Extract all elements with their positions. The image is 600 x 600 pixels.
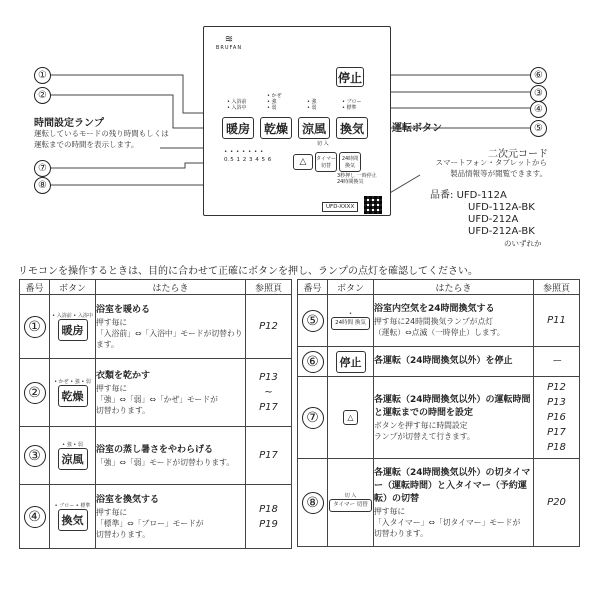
time-lamp-title: 時間設定ランプ xyxy=(34,118,104,129)
table-right: 番号 ボタン はたらき 参照頁 ⑤ • 24時間 換気 浴室内空気を24時間換気する 押す毎に24時間換気ランプが点灯 （運転）⇔点滅（一時停止）します。 P11 ⑥ 停止 各運転（24時間換気以外）を停止 ー ⑦ △ 各運転（24時間換気以外）の運転時間と運転までの時間を設定 ボタンを押す毎に時間設定 ランプが切替えて行きます。 P12 P13 P16 P17 P18 ⑧ 切 入 タイマー 切替 各運転（24時間換気以外）の切タイマー（運転時間）と入タイマー（予約運転）の切替 押す毎に 「入タイマー」⇔「切タイマー」モードが 切替わります。 P20 xyxy=(297,279,580,547)
callout-5: ⑤ xyxy=(530,120,547,137)
danbo-button[interactable]: 暖房 xyxy=(222,117,254,139)
model-list: 品番: UFD-112A UFD-112A-BK UFD-212A UFD-212A-BK のいずれか xyxy=(430,190,542,248)
callout-2: ② xyxy=(34,87,51,104)
qr-title: 二次元コード xyxy=(488,149,548,160)
callout-8: ⑧ xyxy=(34,177,51,194)
model-tag: UFD-XXXX xyxy=(322,202,358,212)
stop-button[interactable]: 停止 xyxy=(336,67,364,87)
kanso-button[interactable]: 乾燥 xyxy=(260,117,292,139)
timer-scale: 0.5 1 2 3 4 5 6 xyxy=(224,157,272,163)
header-function: はたらき xyxy=(96,280,246,295)
ryofu-lamps: • 強 • 弱 xyxy=(307,99,317,111)
header-button: ボタン xyxy=(50,280,96,295)
timer-lamp-dots: • • • • • • • xyxy=(224,149,264,155)
qr-text: スマートフォン・タブレットから 製品情報等が閲覧できます。 xyxy=(435,158,547,178)
callout-7: ⑦ xyxy=(34,160,51,177)
callout-4: ④ xyxy=(530,101,547,118)
qr-code xyxy=(364,196,382,214)
ryofu-button-ref: 涼風 xyxy=(58,448,88,470)
danbo-button-ref: 暖房 xyxy=(58,319,88,341)
table-row: ① • 入浴前 • 入浴中 暖房 浴室を暖める 押す毎に 「入浴前」⇔「入浴中」モードが切替わります。 P12 xyxy=(20,295,292,359)
callout-6: ⑥ xyxy=(530,67,547,84)
remote-control xyxy=(203,26,391,216)
brand-logo: ≋ BRUFAN xyxy=(215,34,243,51)
table-left xyxy=(19,279,292,549)
ryofu-button[interactable]: 涼風 xyxy=(298,117,330,139)
run-button-title: 運転ボタン xyxy=(392,123,442,134)
header-num: 番号 xyxy=(20,280,50,295)
danbo-lamps: • 入浴前 • 入浴中 xyxy=(227,99,247,111)
kanki-lamps: • ブロー • 標準 xyxy=(342,99,362,111)
h24-button-ref: 24時間 換気 xyxy=(331,317,370,330)
kanso-button-ref: 乾燥 xyxy=(58,385,88,407)
up-button-ref: △ xyxy=(343,410,357,425)
up-button[interactable]: △ xyxy=(293,154,313,170)
kanki-button[interactable]: 換気 xyxy=(336,117,368,139)
timer-button-ref: タイマー 切替 xyxy=(329,499,372,512)
timer-button[interactable]: タイマー 切替 xyxy=(315,152,337,172)
h24-button[interactable]: 24時間 換気 xyxy=(339,152,361,172)
table-row: ⑧ 切 入 タイマー 切替 各運転（24時間換気以外）の切タイマー（運転時間）と入タイマー（予約運転）の切替 押す毎に 「入タイマー」⇔「切タイマー」モードが 切替わります。 P20 xyxy=(298,459,580,547)
table-row: ② • かぜ • 強 • 弱 乾燥 衣類を乾かす 押す毎に 「強」⇔「弱」⇔「かぜ」モードが 切替わります。 P13 ~ P17 xyxy=(20,359,292,427)
table-row: ③ • 強 • 弱 涼風 浴室の蒸し暑さをやわらげる 「強」⇔「弱」モードが切替わります。 P17 xyxy=(20,427,292,485)
stop-button-ref: 停止 xyxy=(336,351,366,373)
header-page: 参照頁 xyxy=(246,280,292,295)
table-row: ⑥ 停止 各運転（24時間換気以外）を停止 ー xyxy=(298,347,580,377)
timer-mark: 切 入 xyxy=(317,141,329,147)
model-label: 品番: xyxy=(430,190,454,201)
callout-1: ① xyxy=(34,67,51,84)
time-lamp-text: 運転しているモードの残り時間もしくは 運転までの時間を表示します。 xyxy=(34,129,169,149)
intro-text: リモコンを操作するときは、目的に合わせて正確にボタンを押し、ランプの点灯を確認してください。 xyxy=(18,266,478,277)
timer-note: 3秒押し 一時停止 24時間換気 xyxy=(337,173,377,185)
table-row: ⑤ • 24時間 換気 浴室内空気を24時間換気する 押す毎に24時間換気ランプが点灯 （運転）⇔点滅（一時停止）します。 P11 xyxy=(298,295,580,347)
table-row: ⑦ △ 各運転（24時間換気以外）の運転時間と運転までの時間を設定 ボタンを押す毎に時間設定 ランプが切替えて行きます。 P12 P13 P16 P17 P18 xyxy=(298,377,580,459)
table-row: ④ • ブロー • 標準 換気 浴室を換気する 押す毎に 「標準」⇔「ブロー」モードが 切替わります。 P18 P19 xyxy=(20,485,292,549)
kanso-lamps: • かぜ • 強 • 弱 xyxy=(267,93,282,111)
callout-3: ③ xyxy=(530,85,547,102)
kanki-button-ref: 換気 xyxy=(58,509,88,531)
